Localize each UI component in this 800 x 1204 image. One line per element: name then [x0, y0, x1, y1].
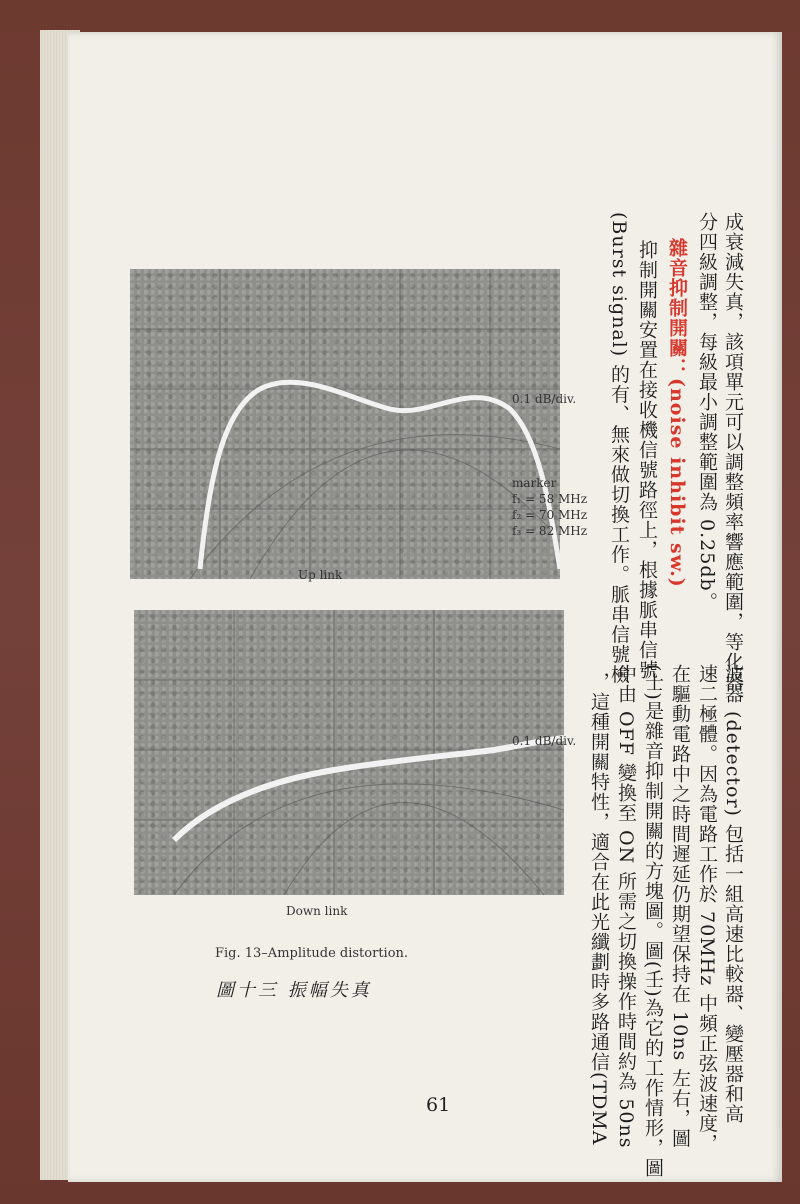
- up-scale-label: 0.1 dB/div.: [512, 392, 577, 406]
- text-column-1: 成衰減失真，該項單元可以調整頻率響應範圍，等化器: [722, 212, 744, 692]
- marker-f1: f₁ = 58 MHz: [512, 492, 588, 506]
- down-scale-label: 0.1 dB/div.: [512, 734, 577, 748]
- book-page: [68, 32, 782, 1182]
- marker-f2: f₂ = 70 MHz: [512, 508, 588, 522]
- page-number: 61: [426, 1094, 451, 1116]
- text-column-10: 中由 OFF 變換至 ON 所需之切換操作時間約為 50ns: [615, 664, 637, 1149]
- down-link-trace: [134, 610, 564, 895]
- figure-caption: Fig. 13–Amplitude distortion.: [215, 946, 409, 961]
- section-heading: 雜音抑制開關：(noise inhibit sw.): [666, 238, 688, 588]
- text-column-2: 分四級調整，每級最小調整範圍為 0.25db。: [696, 212, 718, 612]
- text-column-5: (Burst signal) 的有、無來做切換工作。脈串信號檢: [608, 212, 630, 685]
- text-column-7: 速二極體。因為電路工作於 70MHz 中頻正弦波速度，: [696, 664, 718, 1154]
- down-link-photo: [134, 610, 564, 895]
- text-column-11: ，這種開關特性，適合在此光纖劃時多路通信(TDMA: [588, 672, 610, 1146]
- up-link-trace: [130, 269, 560, 579]
- text-column-4: 抑制開關安置在接收機信號路徑上，根據脈串信號: [636, 240, 658, 680]
- text-column-8: 在驅動電路中之時間遲延仍期望保持在 10ns 左右，圖: [669, 664, 691, 1149]
- text-column-9: (士)是雜音抑制開關的方塊圖。圖(壬)為它的工作情形，圖: [642, 664, 664, 1178]
- text-column-6: 波器 (detector) 包括一組高速比較器、變壓器和高: [722, 664, 744, 1124]
- marker-title: marker: [512, 476, 557, 490]
- up-link-photo: [130, 269, 560, 579]
- down-link-label: Down link: [286, 904, 348, 918]
- marker-f3: f₃ = 82 MHz: [512, 524, 588, 538]
- handwritten-caption: 圖十三 振幅失真: [216, 980, 372, 1001]
- up-link-label: Up link: [298, 568, 343, 582]
